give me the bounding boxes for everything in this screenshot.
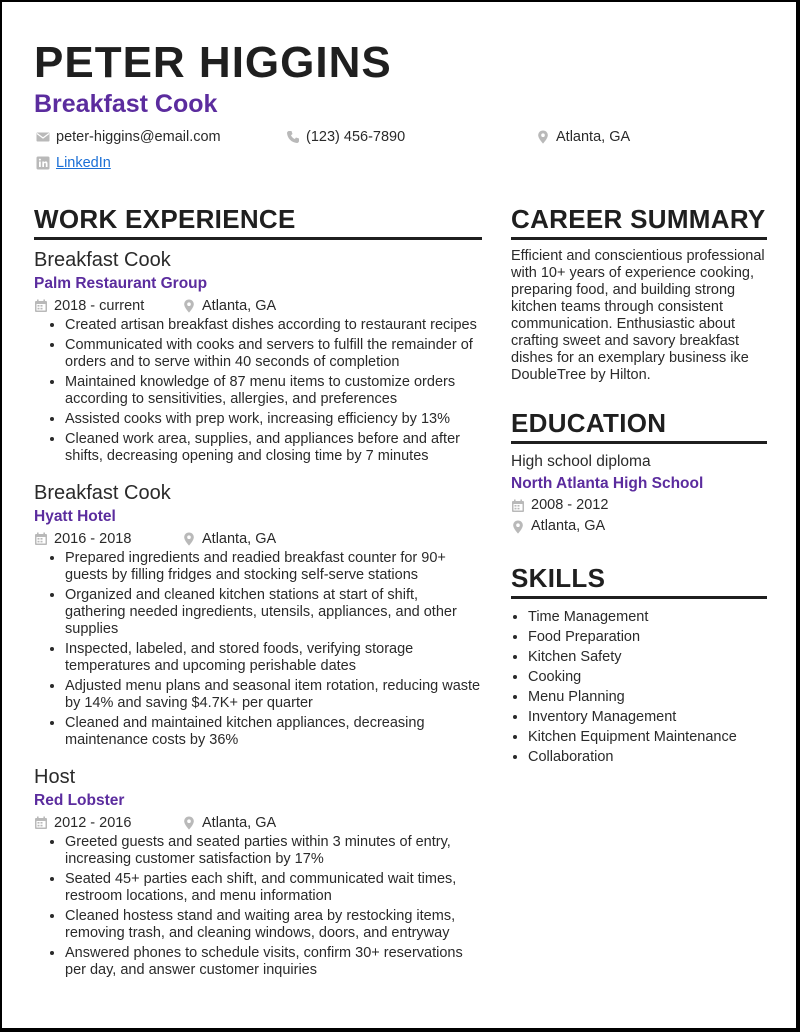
right-column [511,202,767,767]
section-divider [511,237,767,240]
job-entry [34,765,482,979]
list-item: • Communicated with cooks and servers to fulfill the remainder of orders and to serve within 40 seconds of completion [65,337,482,371]
list-item: • Time Management [528,607,767,627]
candidate-name: PETER HIGGINS [34,38,392,87]
list-item: • Cooking [528,667,767,687]
job-role: Breakfast Cook [34,482,171,504]
education-dates-text: 2008 - 2012 [531,497,609,513]
list-item: • Cleaned work area, supplies, and appliances before and after shifts, decreasing opening and closing time by 7 minutes [65,431,482,465]
job-location-text: Atlanta, GA [202,531,277,547]
job-role: Host [34,766,76,788]
education-entry [511,452,767,537]
list-item: • Cleaned and maintained kitchen appliances, decreasing maintenance costs by 36% [65,715,482,749]
map-pin-icon [182,532,196,546]
job-dates-text: 2012 - 2016 [54,815,132,831]
work-experience-heading: WORK EXPERIENCE [34,204,296,234]
education-location-text: Atlanta, GA [531,518,606,534]
job-company: Palm Restaurant Group [34,275,208,292]
job-title: Breakfast Cook [34,90,218,118]
list-item: • Created artisan breakfast dishes according to restaurant recipes [65,317,482,334]
list-item: • Seated 45+ parties each shift, and communicated wait times, restroom locations, and menu information [65,871,482,905]
career-summary-heading: CAREER SUMMARY [511,204,766,234]
job-dates-text: 2018 - current [54,298,145,314]
job-bullets [34,317,482,465]
list-item: • Menu Planning [528,687,767,707]
list-item: • Adjusted menu plans and seasonal item rotation, reducing waste by 14% and saving $4.7K+ per quarter [65,678,482,712]
list-item: • Assisted cooks with prep work, increasing efficiency by 13% [65,411,482,428]
job-dates [34,813,182,833]
calendar-icon [34,299,48,313]
resume-page [2,2,796,1028]
list-item: • Answered phones to schedule visits, confirm 30+ reservations per day, and answer customer inquiries [65,945,482,979]
map-pin-icon [182,299,196,313]
contact-linkedin [36,154,111,172]
section-divider [34,237,482,240]
job-bullets [34,550,482,749]
linkedin-icon [36,156,50,170]
education-dates [511,495,767,516]
email-text: peter-higgins@email.com [56,129,221,145]
calendar-icon [34,532,48,546]
job-location-text: Atlanta, GA [202,298,277,314]
calendar-icon [34,816,48,830]
phone-text: (123) 456-7890 [306,129,406,145]
career-summary-text: Efficient and conscientious professional with 10+ years of experience cooking, preparing food, and building strong kitchen teams through consistent communication. Enthusiastic about crafting sweet and savory breakfast dishes for an exemplary business ike DoubleTree by Hilton. [511,248,765,383]
list-item: • Kitchen Safety [528,647,767,667]
map-pin-icon [536,130,550,144]
work-experience-section [34,202,482,995]
job-dates [34,529,182,549]
map-pin-icon [182,816,196,830]
job-entry [34,481,482,749]
job-entry [34,248,482,465]
phone-icon [286,130,300,144]
list-item: • Food Preparation [528,627,767,647]
job-bullets [34,834,482,979]
location-text: Atlanta, GA [556,129,631,145]
list-item: • Kitchen Equipment Maintenance [528,727,767,747]
linkedin-link[interactable]: LinkedIn [56,155,111,171]
job-dates-text: 2016 - 2018 [54,531,132,547]
list-item: • Greeted guests and seated parties within 3 minutes of entry, increasing customer satisfaction by 17% [65,834,482,868]
job-dates [34,296,182,316]
envelope-icon [36,130,50,144]
job-company: Red Lobster [34,792,125,809]
job-location [182,813,276,833]
job-location [182,529,276,549]
contact-email [36,128,221,146]
list-item: • Prepared ingredients and readied breakfast counter for 90+ guests by filling fridges and stocking self-serve stations [65,550,482,584]
job-location-text: Atlanta, GA [202,815,277,831]
education-degree: High school diploma [511,453,651,470]
education-location [511,516,767,537]
list-item: • Collaboration [528,747,767,767]
list-item: • Maintained knowledge of 87 menu items to customize orders according to sensitivities, allergies, and preferences [65,374,482,408]
education-school: North Atlanta High School [511,475,704,492]
section-divider [511,596,767,599]
education-heading: EDUCATION [511,408,667,438]
list-item: • Inventory Management [528,707,767,727]
section-divider [511,441,767,444]
list-item: • Cleaned hostess stand and waiting area by restocking items, removing trash, and cleaning windows, doors, and entryway [65,908,482,942]
calendar-icon [511,499,525,513]
contact-phone [286,128,405,146]
skills-heading: SKILLS [511,563,606,593]
job-role: Breakfast Cook [34,249,171,271]
job-company: Hyatt Hotel [34,508,116,525]
contact-location [536,128,630,146]
list-item: • Organized and cleaned kitchen stations at start of shift, gathering needed ingredients, utensils, appliances, and other supplies [65,587,482,638]
skills-list [511,607,767,767]
job-location [182,296,276,316]
map-pin-icon [511,520,525,534]
list-item: • Inspected, labeled, and stored foods, verifying storage temperatures and upcoming perishable dates [65,641,482,675]
